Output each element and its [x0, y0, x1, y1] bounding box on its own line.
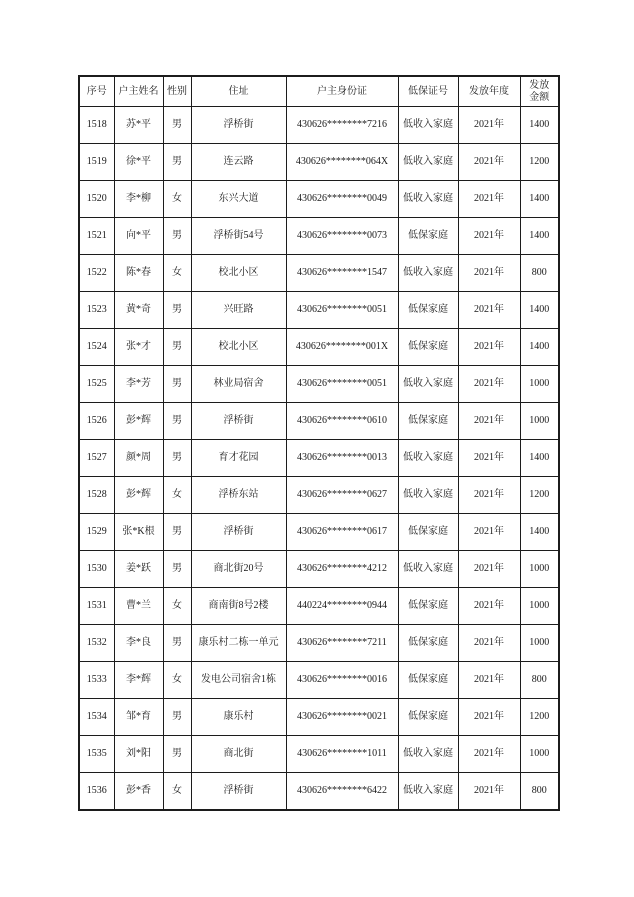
- cell-year: 2021年: [458, 329, 520, 366]
- cell-gender: 男: [163, 736, 191, 773]
- cell-id-number: 440224********0944: [286, 588, 398, 625]
- col-header-year: 发放年度: [458, 76, 520, 107]
- cell-gender: 女: [163, 773, 191, 811]
- table-row: [79, 366, 559, 403]
- cell-index: 1532: [79, 625, 114, 662]
- cell-address: 商北街20号: [191, 551, 286, 588]
- cell-name: 曹*兰: [114, 588, 163, 625]
- cell-address: 康乐村: [191, 699, 286, 736]
- cell-amount: 1000: [520, 588, 559, 625]
- cell-id-number: 430626********0610: [286, 403, 398, 440]
- cell-gender: 男: [163, 699, 191, 736]
- cell-amount: 1000: [520, 736, 559, 773]
- cell-address: 商南街8号2楼: [191, 588, 286, 625]
- cell-year: 2021年: [458, 403, 520, 440]
- cell-gender: 女: [163, 181, 191, 218]
- cell-gender: 女: [163, 477, 191, 514]
- cell-index: 1521: [79, 218, 114, 255]
- cell-id-number: 430626********064X: [286, 144, 398, 181]
- col-header-name: 户主姓名: [114, 76, 163, 107]
- cell-name: 李*芳: [114, 366, 163, 403]
- cell-index: 1526: [79, 403, 114, 440]
- cell-index: 1536: [79, 773, 114, 811]
- col-header-cert-type: 低保证号: [398, 76, 458, 107]
- cell-gender: 男: [163, 107, 191, 144]
- cell-name: 李*良: [114, 625, 163, 662]
- cell-cert-type: 低收入家庭: [398, 255, 458, 292]
- cell-address: 东兴大道: [191, 181, 286, 218]
- cell-address: 浮桥街: [191, 403, 286, 440]
- cell-amount: 1400: [520, 218, 559, 255]
- col-header-id-number: 户主身份证: [286, 76, 398, 107]
- cell-id-number: 430626********001X: [286, 329, 398, 366]
- cell-gender: 男: [163, 625, 191, 662]
- cell-name: 李*柳: [114, 181, 163, 218]
- cell-amount: 1200: [520, 477, 559, 514]
- col-header-amount-line2: 金额: [529, 91, 550, 103]
- table-row: [79, 403, 559, 440]
- cell-year: 2021年: [458, 699, 520, 736]
- benefit-distribution-table: [78, 75, 560, 811]
- table-row: [79, 107, 559, 144]
- cell-amount: 1400: [520, 181, 559, 218]
- cell-year: 2021年: [458, 514, 520, 551]
- cell-id-number: 430626********4212: [286, 551, 398, 588]
- cell-amount: 1000: [520, 366, 559, 403]
- cell-id-number: 430626********0627: [286, 477, 398, 514]
- cell-id-number: 430626********0049: [286, 181, 398, 218]
- cell-year: 2021年: [458, 218, 520, 255]
- cell-gender: 男: [163, 551, 191, 588]
- cell-address: 校北小区: [191, 255, 286, 292]
- cell-name: 陈*春: [114, 255, 163, 292]
- cell-gender: 女: [163, 255, 191, 292]
- cell-address: 浮桥街: [191, 107, 286, 144]
- cell-name: 姜*跃: [114, 551, 163, 588]
- cell-cert-type: 低收入家庭: [398, 551, 458, 588]
- table-row: [79, 181, 559, 218]
- cell-index: 1522: [79, 255, 114, 292]
- cell-gender: 男: [163, 329, 191, 366]
- cell-gender: 男: [163, 403, 191, 440]
- cell-year: 2021年: [458, 181, 520, 218]
- cell-year: 2021年: [458, 107, 520, 144]
- cell-id-number: 430626********0013: [286, 440, 398, 477]
- cell-gender: 男: [163, 144, 191, 181]
- cell-year: 2021年: [458, 255, 520, 292]
- table-row: [79, 514, 559, 551]
- cell-cert-type: 低保家庭: [398, 218, 458, 255]
- cell-year: 2021年: [458, 625, 520, 662]
- cell-address: 浮桥街: [191, 773, 286, 811]
- cell-address: 林业局宿舍: [191, 366, 286, 403]
- cell-gender: 男: [163, 292, 191, 329]
- cell-address: 商北街: [191, 736, 286, 773]
- cell-year: 2021年: [458, 773, 520, 811]
- cell-year: 2021年: [458, 440, 520, 477]
- cell-amount: 1200: [520, 144, 559, 181]
- table-row: [79, 625, 559, 662]
- table-row: [79, 255, 559, 292]
- cell-id-number: 430626********0073: [286, 218, 398, 255]
- table-row: [79, 292, 559, 329]
- col-header-gender: 性别: [163, 76, 191, 107]
- table-row: [79, 588, 559, 625]
- cell-amount: 1400: [520, 107, 559, 144]
- cell-id-number: 430626********0021: [286, 699, 398, 736]
- cell-gender: 男: [163, 218, 191, 255]
- cell-name: 颜*周: [114, 440, 163, 477]
- cell-cert-type: 低保家庭: [398, 329, 458, 366]
- cell-id-number: 430626********1547: [286, 255, 398, 292]
- table-row: [79, 477, 559, 514]
- cell-name: 彭*辉: [114, 403, 163, 440]
- cell-name: 张*才: [114, 329, 163, 366]
- cell-cert-type: 低保家庭: [398, 662, 458, 699]
- col-header-amount: [520, 76, 559, 107]
- cell-cert-type: 低收入家庭: [398, 736, 458, 773]
- cell-id-number: 430626********6422: [286, 773, 398, 811]
- table-row: [79, 699, 559, 736]
- cell-amount: 1400: [520, 440, 559, 477]
- cell-address: 浮桥街: [191, 514, 286, 551]
- cell-year: 2021年: [458, 588, 520, 625]
- cell-index: 1524: [79, 329, 114, 366]
- cell-id-number: 430626********7211: [286, 625, 398, 662]
- cell-name: 向*平: [114, 218, 163, 255]
- cell-id-number: 430626********0617: [286, 514, 398, 551]
- cell-cert-type: 低收入家庭: [398, 144, 458, 181]
- cell-name: 徐*平: [114, 144, 163, 181]
- cell-address: 康乐村二栋一单元: [191, 625, 286, 662]
- cell-cert-type: 低保家庭: [398, 292, 458, 329]
- cell-year: 2021年: [458, 736, 520, 773]
- cell-cert-type: 低保家庭: [398, 403, 458, 440]
- cell-amount: 1000: [520, 403, 559, 440]
- cell-amount: 800: [520, 773, 559, 811]
- table-row: [79, 218, 559, 255]
- cell-cert-type: 低收入家庭: [398, 440, 458, 477]
- table-body: [79, 107, 559, 811]
- cell-index: 1518: [79, 107, 114, 144]
- cell-name: 张*K根: [114, 514, 163, 551]
- table-row: [79, 329, 559, 366]
- cell-index: 1530: [79, 551, 114, 588]
- cell-amount: 1000: [520, 551, 559, 588]
- cell-index: 1519: [79, 144, 114, 181]
- cell-gender: 女: [163, 588, 191, 625]
- cell-index: 1528: [79, 477, 114, 514]
- cell-gender: 男: [163, 366, 191, 403]
- table-row: [79, 662, 559, 699]
- cell-amount: 1000: [520, 625, 559, 662]
- cell-address: 浮桥街54号: [191, 218, 286, 255]
- cell-cert-type: 低收入家庭: [398, 107, 458, 144]
- cell-index: 1531: [79, 588, 114, 625]
- cell-address: 兴旺路: [191, 292, 286, 329]
- cell-cert-type: 低保家庭: [398, 625, 458, 662]
- cell-cert-type: 低收入家庭: [398, 477, 458, 514]
- cell-index: 1535: [79, 736, 114, 773]
- cell-cert-type: 低保家庭: [398, 699, 458, 736]
- cell-name: 彭*香: [114, 773, 163, 811]
- cell-year: 2021年: [458, 144, 520, 181]
- col-header-index: 序号: [79, 76, 114, 107]
- cell-amount: 1400: [520, 292, 559, 329]
- cell-id-number: 430626********7216: [286, 107, 398, 144]
- table-header: [79, 76, 559, 107]
- cell-index: 1534: [79, 699, 114, 736]
- cell-amount: 1200: [520, 699, 559, 736]
- col-header-address: 住址: [191, 76, 286, 107]
- table-row: [79, 144, 559, 181]
- cell-index: 1533: [79, 662, 114, 699]
- cell-index: 1523: [79, 292, 114, 329]
- cell-amount: 1400: [520, 329, 559, 366]
- cell-name: 刘*阳: [114, 736, 163, 773]
- cell-gender: 女: [163, 662, 191, 699]
- header-row: [79, 76, 559, 107]
- cell-year: 2021年: [458, 292, 520, 329]
- cell-id-number: 430626********1011: [286, 736, 398, 773]
- cell-cert-type: 低保家庭: [398, 514, 458, 551]
- table-row: [79, 440, 559, 477]
- cell-amount: 1400: [520, 514, 559, 551]
- cell-name: 苏*平: [114, 107, 163, 144]
- cell-year: 2021年: [458, 662, 520, 699]
- cell-name: 黄*奇: [114, 292, 163, 329]
- cell-year: 2021年: [458, 477, 520, 514]
- cell-address: 校北小区: [191, 329, 286, 366]
- cell-id-number: 430626********0051: [286, 366, 398, 403]
- cell-year: 2021年: [458, 366, 520, 403]
- cell-cert-type: 低收入家庭: [398, 181, 458, 218]
- cell-gender: 男: [163, 514, 191, 551]
- cell-index: 1529: [79, 514, 114, 551]
- cell-name: 李*辉: [114, 662, 163, 699]
- cell-amount: 800: [520, 662, 559, 699]
- cell-address: 发电公司宿舍1栋: [191, 662, 286, 699]
- cell-index: 1525: [79, 366, 114, 403]
- cell-address: 连云路: [191, 144, 286, 181]
- cell-cert-type: 低收入家庭: [398, 366, 458, 403]
- cell-id-number: 430626********0051: [286, 292, 398, 329]
- cell-name: 邹*育: [114, 699, 163, 736]
- cell-name: 彭*辉: [114, 477, 163, 514]
- cell-address: 育才花园: [191, 440, 286, 477]
- table-row: [79, 736, 559, 773]
- cell-index: 1520: [79, 181, 114, 218]
- cell-cert-type: 低保家庭: [398, 588, 458, 625]
- col-header-amount-line1: 发放: [529, 79, 550, 91]
- cell-id-number: 430626********0016: [286, 662, 398, 699]
- cell-amount: 800: [520, 255, 559, 292]
- cell-year: 2021年: [458, 551, 520, 588]
- table-row: [79, 551, 559, 588]
- cell-address: 浮桥东站: [191, 477, 286, 514]
- cell-index: 1527: [79, 440, 114, 477]
- table-row: [79, 773, 559, 811]
- cell-cert-type: 低收入家庭: [398, 773, 458, 811]
- cell-gender: 男: [163, 440, 191, 477]
